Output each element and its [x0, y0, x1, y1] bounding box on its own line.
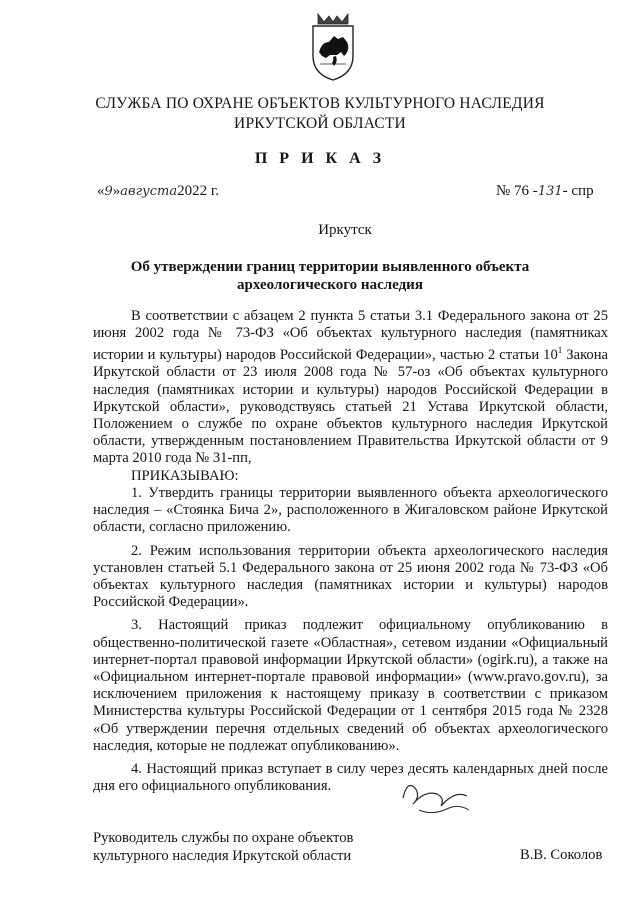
- agency-line-2: ИРКУТСКОЙ ОБЛАСТИ: [234, 115, 406, 132]
- signer-position-line-1: Руководитель службы по охране объектов: [93, 830, 354, 846]
- order-body: [93, 308, 608, 795]
- preamble-text-a: В соответствии с абзацем 2 пункта 5 статьи 3.1 Федерального закона от 25 июня 2002 года № 73-ФЗ «Об объектах культурного наследия (памятниках истории и культуры) народов Российской Федерации», частью 2 статьи 10: [93, 308, 608, 364]
- date-day-handwritten: 9: [104, 184, 113, 199]
- date-close-quote: »: [112, 183, 121, 199]
- item-1: 1. Утвердить границы территории выявленного объекта археологического наследия – «Стоянка Бича 2», расположенного в Жигаловском районе Иркутской области, согласно приложению.: [93, 484, 608, 536]
- number-prefix: № 76 -: [496, 183, 538, 199]
- agency-line-1: СЛУЖБА ПО ОХРАНЕ ОБЪЕКТОВ КУЛЬТУРНОГО НАСЛЕДИЯ: [95, 95, 545, 112]
- order-date: [97, 183, 219, 200]
- signer-name: В.В. Соколов: [520, 847, 603, 863]
- item-4: 4. Настоящий приказ вступает в силу через десять календарных дней после дня его официального опубликования.: [93, 760, 608, 795]
- date-year: 2022 г.: [177, 183, 220, 199]
- date-open-quote: «: [97, 183, 105, 199]
- preamble-superscript: 1: [557, 345, 563, 356]
- item-2: 2. Режим использования территории объекта археологического наследия установлен статьей 5.1 Федерального закона от 25 июня 2002 года № 73-ФЗ «Об объектах культурного наследия (памятниках истории и культуры) народов Российской Федерации».: [93, 542, 608, 611]
- item-3: 3. Настоящий приказ подлежит официальному опубликованию в общественно-политической газете «Областная», сетевом издании «Официальный интернет-портал правовой информации Иркутской области» (ogirk.ru), а также на «Официальном интернет-портале правовой информации» (www.pravo.gov.ru), за исключением приложения к настоящему приказу в соответствии с приказом Министерства культуры Российской Федерации от 1 сентября 2015 года № 2328 «Об утверждении перечня отдельных сведений об объектах археологического наследия, которые не подлежат опубликованию».: [93, 617, 608, 754]
- document-type-title: П Р И К А З: [254, 150, 386, 167]
- order-subject: [90, 258, 570, 294]
- signer-position-line-2: культурного наследия Иркутской области: [93, 848, 352, 864]
- preamble-text-b: Закона Иркутской области от 23 июля 2008 года № 57-оз «Об объектах культурного наследия (памятниках истории и культуры) народов Российской Федерации в Иркутской области», руководствуясь статьей 21 Устава Иркутской области, Положением о службе по охране объектов культурного наследия Иркутской области, утвержденным постановлением Правительства Иркутской области от 9 марта 2010 года № 31-пп,: [93, 347, 608, 467]
- subject-line-2: археологического наследия: [237, 277, 423, 293]
- preamble-paragraph: [93, 308, 608, 468]
- number-suffix: - спр: [562, 183, 594, 199]
- subject-line-1: Об утверждении границ территории выявленного объекта: [130, 259, 530, 275]
- date-month-handwritten: августа: [120, 184, 178, 199]
- agency-name: [60, 94, 580, 134]
- command-word: ПРИКАЗЫВАЮ:: [131, 467, 239, 484]
- coat-of-arms-icon: [310, 12, 356, 82]
- order-number: [496, 183, 594, 200]
- number-handwritten: 131: [537, 184, 563, 199]
- signer-position: [93, 829, 353, 865]
- handwritten-signature-icon: [385, 770, 495, 830]
- city: Иркутск: [318, 222, 372, 238]
